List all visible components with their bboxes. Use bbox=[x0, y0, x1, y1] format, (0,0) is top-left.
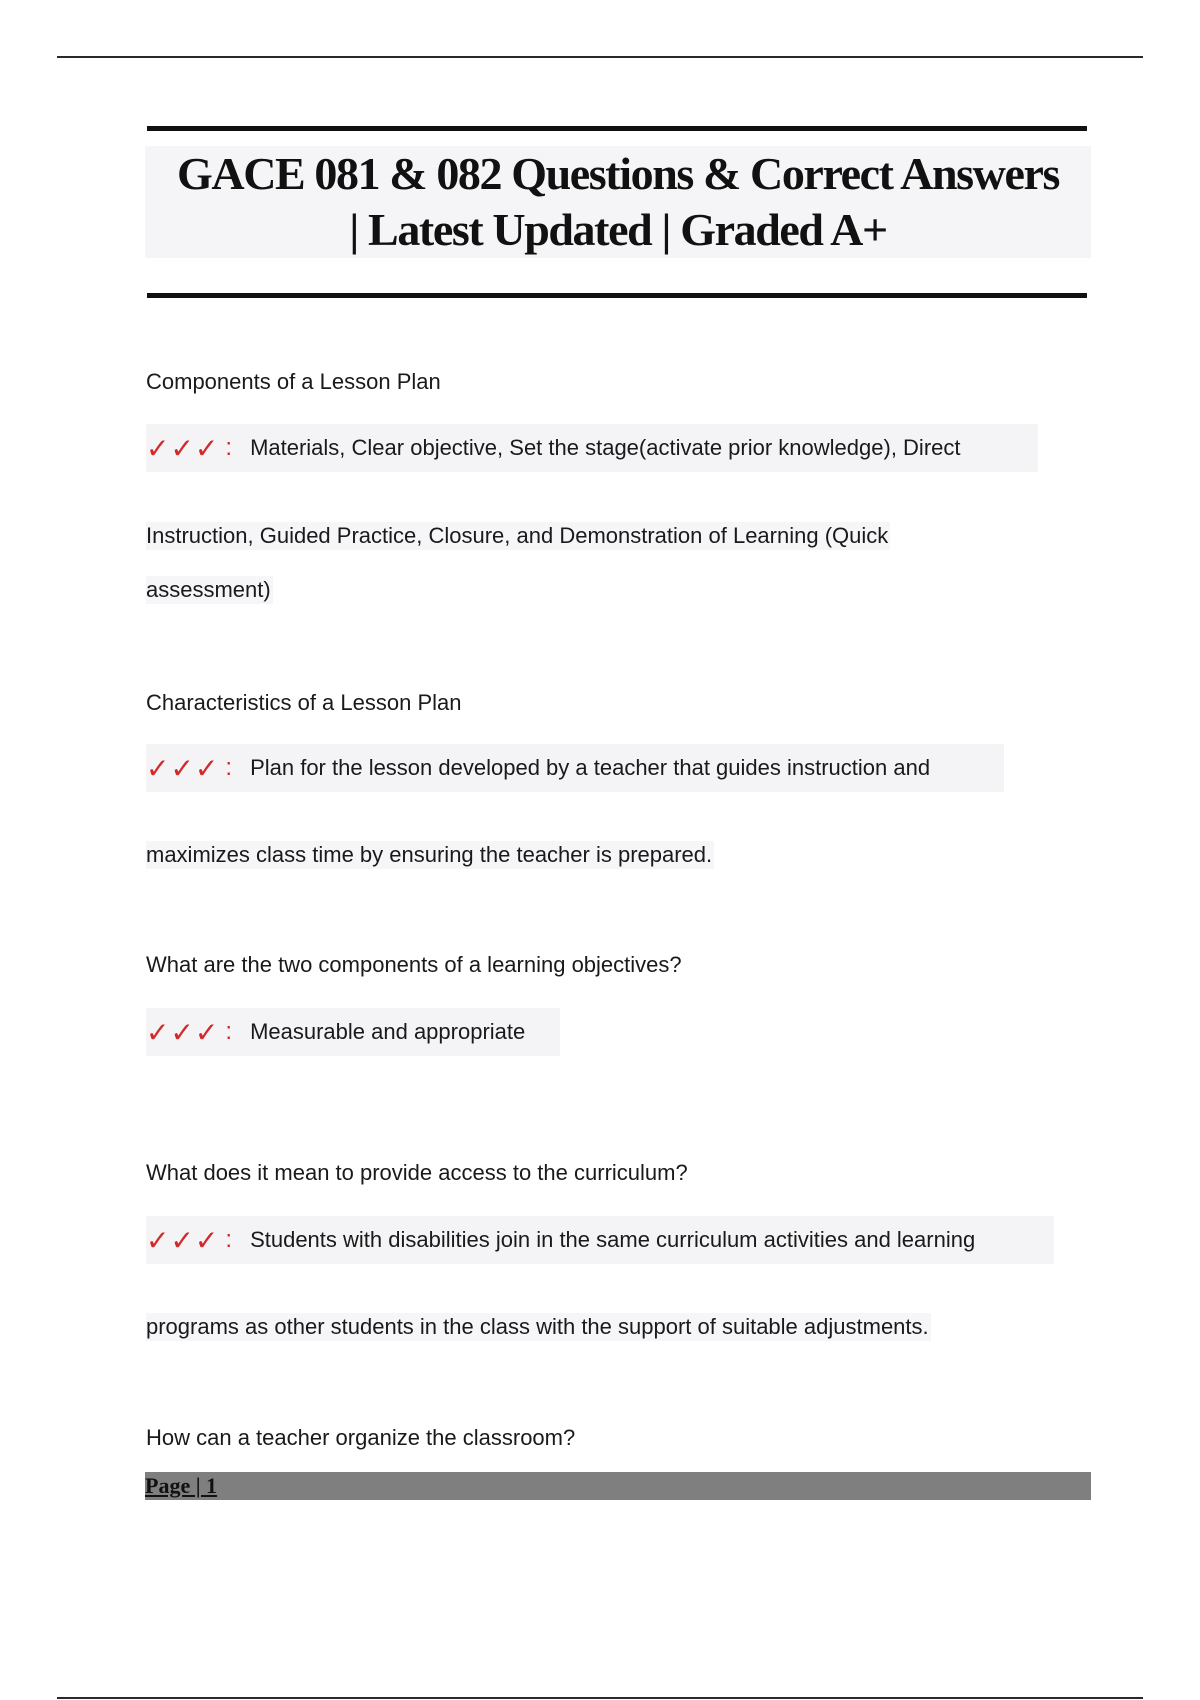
question-4: What does it mean to provide access to the curriculum? bbox=[146, 1160, 688, 1185]
answer-2 bbox=[146, 744, 1004, 792]
answer-3-text: Measurable and appropriate bbox=[250, 1019, 526, 1044]
title-top-bar bbox=[147, 126, 1087, 131]
answer-colon: : bbox=[225, 1018, 233, 1045]
answer-colon: : bbox=[225, 754, 233, 781]
question-2: Characteristics of a Lesson Plan bbox=[146, 690, 462, 715]
answer-2-text: Plan for the lesson developed by a teacher that guides instruction and bbox=[250, 755, 931, 780]
answer-1 bbox=[146, 424, 1038, 472]
answer-4 bbox=[146, 1216, 1054, 1264]
answer-1-continuation: Instruction, Guided Practice, Closure, and Demonstration of Learning (Quick bbox=[146, 523, 889, 548]
page-number: Page | 1 bbox=[145, 1473, 218, 1498]
question-3: What are the two components of a learning objectives? bbox=[146, 952, 682, 977]
answer-check-icon: ✓✓✓ bbox=[146, 431, 220, 465]
page-top-rule bbox=[57, 56, 1143, 58]
answer-check-icon: ✓✓✓ bbox=[146, 1015, 220, 1049]
title-bottom-bar bbox=[147, 293, 1087, 298]
question-1: Components of a Lesson Plan bbox=[146, 369, 441, 394]
answer-4-text: Students with disabilities join in the same curriculum activities and learning bbox=[250, 1227, 976, 1252]
title-line-1: GACE 081 & 082 Questions & Correct Answers bbox=[177, 148, 1059, 199]
page-bottom-rule bbox=[57, 1697, 1143, 1699]
document-title bbox=[145, 146, 1091, 258]
answer-4-continuation: programs as other students in the class with the support of suitable adjustments. bbox=[146, 1314, 929, 1339]
answer-2-continuation: maximizes class time by ensuring the teacher is prepared. bbox=[146, 842, 713, 867]
answer-colon: : bbox=[225, 1226, 233, 1253]
answer-3 bbox=[146, 1008, 560, 1056]
question-5: How can a teacher organize the classroom? bbox=[146, 1425, 576, 1450]
page-footer bbox=[145, 1472, 1091, 1500]
answer-check-icon: ✓✓✓ bbox=[146, 1223, 220, 1257]
answer-colon: : bbox=[225, 434, 233, 461]
answer-1-continuation: assessment) bbox=[146, 577, 271, 602]
title-line-2: | Latest Updated | Graded A+ bbox=[349, 204, 887, 255]
answer-check-icon: ✓✓✓ bbox=[146, 751, 220, 785]
answer-1-text: Materials, Clear objective, Set the stage(activate prior knowledge), Direct bbox=[250, 435, 961, 460]
